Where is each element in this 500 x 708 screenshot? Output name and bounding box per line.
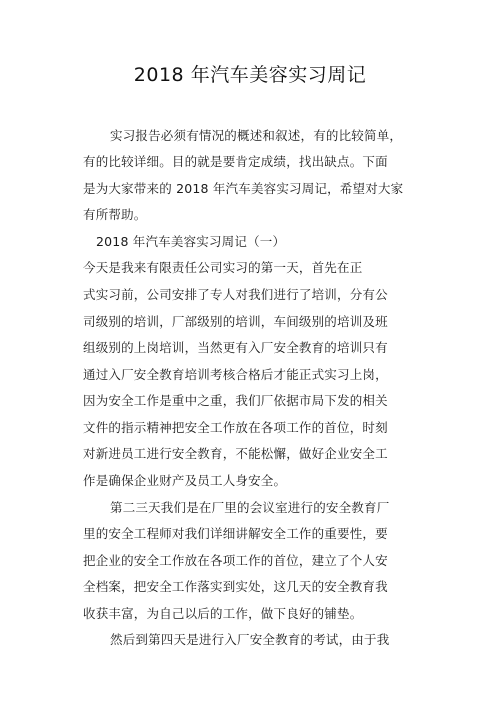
body-line: 全档案，把安全工作落实到实处，这几天的安全教育我	[83, 579, 388, 594]
body-line: 因为安全工作是重中之重，我们厂依据市局下发的相关	[83, 393, 388, 408]
body-line: 有所帮助。	[83, 207, 147, 222]
document-title: 2018 年汽车美容实习周记	[133, 64, 367, 86]
body-line: 通过入厂安全教育培训考核合格后才能正式实习上岗，	[83, 367, 388, 382]
section-heading: 2018 年汽车美容实习周记（一）	[96, 234, 286, 249]
body-line: 实习报告必须有情况的概述和叙述，有的比较简单，	[110, 128, 403, 143]
body-line: 有的比较详细。目的就是要肯定成绩，找出缺点。下面	[83, 154, 388, 169]
body-line: 今天是我来有限责任公司实习的第一天，首先在正	[83, 260, 363, 275]
body-line: 把企业的安全工作放在各项工作的首位，建立了个人安	[83, 553, 388, 568]
body-line: 收获丰富，为自己以后的工作，做下良好的铺垫。	[83, 606, 363, 621]
body-line: 然后到第四天是进行入厂安全教育的考试，由于我	[110, 632, 390, 647]
body-line: 是为大家带来的 2018 年汽车美容实习周记，希望对大家	[83, 181, 404, 196]
body-line: 作是确保企业财产及员工人身安全。	[83, 473, 287, 488]
body-line: 组级别的上岗培训，当然更有入厂安全教育的培训只有	[83, 340, 388, 355]
body-line: 司级别的培训，厂部级别的培训，车间级别的培训及班	[83, 314, 388, 329]
body-line: 第二三天我们是在厂里的会议室进行的安全教育厂	[110, 500, 390, 515]
body-line: 对新进员工进行安全教育，不能松懈，做好企业安全工	[83, 446, 388, 461]
body-line: 式实习前，公司安排了专人对我们进行了培训，分有公	[83, 287, 388, 302]
body-line: 文件的指示精神把安全工作放在各项工作的首位，时刻	[83, 420, 388, 435]
body-line: 里的安全工程师对我们详细讲解安全工作的重要性，要	[83, 526, 388, 541]
